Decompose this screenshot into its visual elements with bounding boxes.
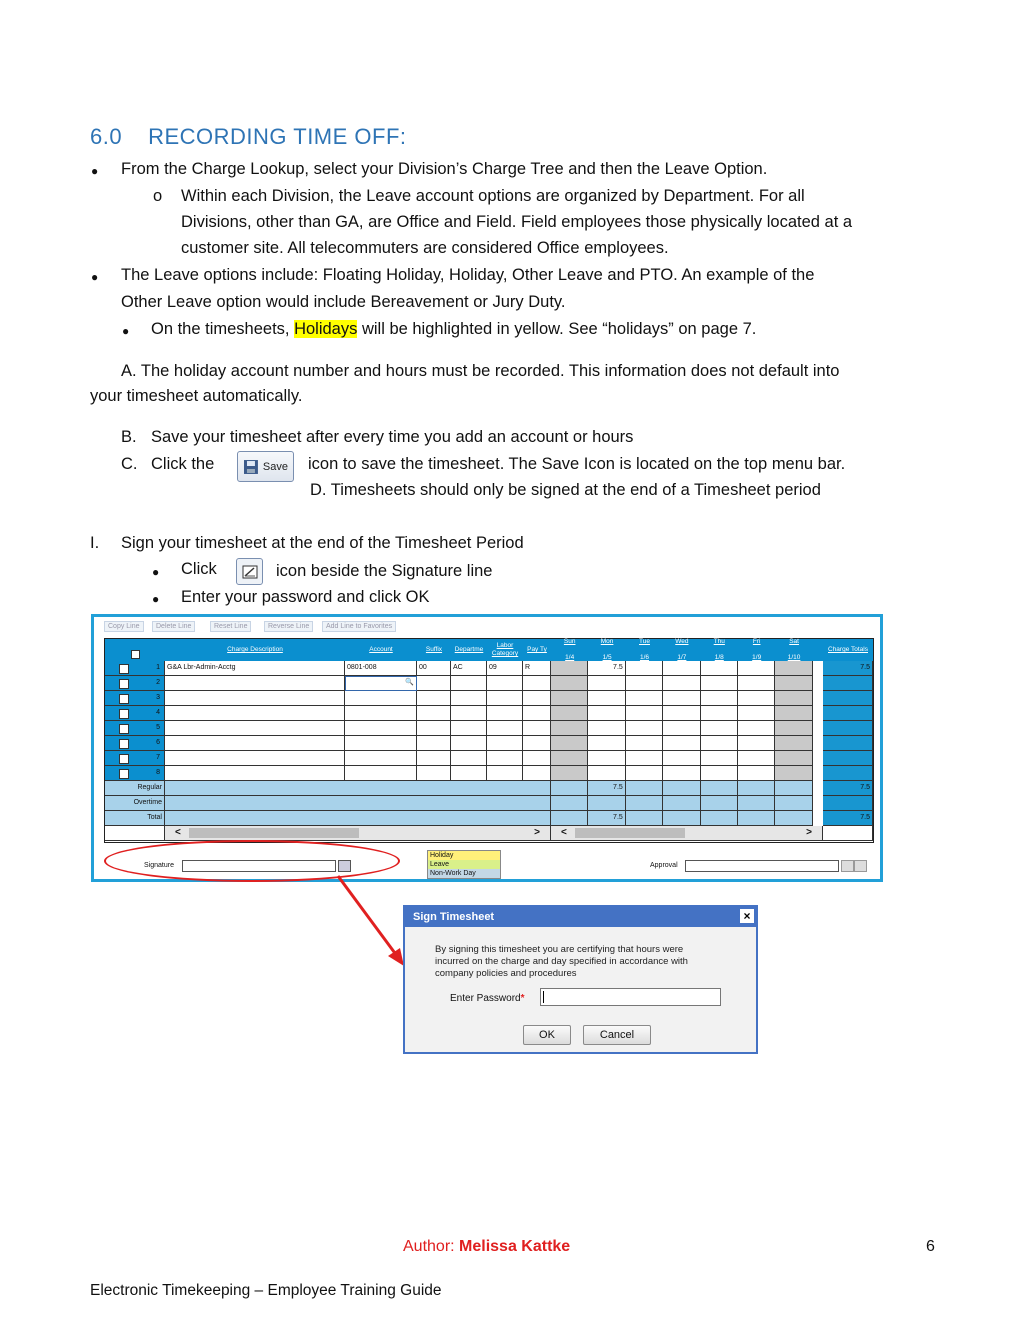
- step-i-text: Sign your timesheet at the end of the Timesheet Period: [121, 534, 524, 552]
- reset-line-button[interactable]: Reset Line: [210, 621, 251, 632]
- day-cell[interactable]: [738, 736, 775, 751]
- header-day-mon: [588, 639, 625, 661]
- summary-day-cell: [663, 781, 700, 796]
- row-checkbox[interactable]: [119, 679, 129, 689]
- day-cell[interactable]: [551, 691, 588, 706]
- password-input[interactable]: [540, 988, 721, 1006]
- timesheet-screenshot: [91, 614, 883, 882]
- select-all-checkbox[interactable]: [131, 650, 140, 659]
- day-cell[interactable]: [775, 766, 812, 781]
- row-cell[interactable]: [345, 766, 417, 781]
- row-cell[interactable]: [417, 691, 451, 706]
- add-favorites-button[interactable]: Add Line to Favorites: [322, 621, 396, 632]
- scroll-thumb[interactable]: [575, 828, 685, 838]
- row-total-cell: 7.5: [823, 661, 873, 676]
- row-cell[interactable]: [451, 751, 487, 766]
- summary-day-cell: [775, 796, 812, 811]
- search-icon[interactable]: 🔍: [405, 679, 414, 686]
- day-cell[interactable]: [738, 721, 775, 736]
- row-cell[interactable]: [523, 751, 551, 766]
- day-cell[interactable]: [701, 661, 738, 676]
- day-cell[interactable]: [588, 706, 625, 721]
- day-cell[interactable]: [738, 676, 775, 691]
- password-label-wrap: [450, 993, 525, 1004]
- header-day-tue: [626, 639, 663, 661]
- bullet-dot-icon: ●: [91, 164, 99, 178]
- summary-day-cell: [551, 781, 588, 796]
- row-cell[interactable]: [417, 751, 451, 766]
- step-b-letter: B.: [121, 428, 137, 446]
- holidays-highlight: Holidays: [294, 320, 358, 338]
- row-cell[interactable]: [487, 736, 523, 751]
- row-checkbox[interactable]: [119, 694, 129, 704]
- para-a-line-1: A. The holiday account number and hours must be recorded. This information does not default into: [121, 362, 840, 380]
- day-cell[interactable]: [588, 751, 625, 766]
- ok-button[interactable]: OK: [523, 1025, 571, 1045]
- header-day-thu: [701, 639, 738, 661]
- day-cell[interactable]: [775, 691, 812, 706]
- row-cell[interactable]: 0801-008: [345, 661, 417, 676]
- day-cell[interactable]: [775, 706, 812, 721]
- header-suffix[interactable]: Suffix: [425, 646, 443, 653]
- legend-nonwork: Non-Work Day: [428, 869, 500, 878]
- step-c-text-after: icon to save the timesheet. The Save Icon is located on the top menu bar.: [308, 455, 846, 473]
- day-cell[interactable]: [701, 691, 738, 706]
- row-select-cell: [105, 736, 165, 751]
- row-cell[interactable]: [165, 691, 345, 706]
- day-date: 1/5: [602, 654, 612, 661]
- header-labor-category[interactable]: Labor Category: [491, 642, 519, 657]
- reverse-line-button[interactable]: Reverse Line: [264, 621, 313, 632]
- day-cell[interactable]: [663, 676, 700, 691]
- summary-filler: [165, 781, 551, 796]
- delete-line-button[interactable]: Delete Line: [152, 621, 195, 632]
- day-cell[interactable]: [588, 676, 625, 691]
- header-day-fri: [738, 639, 775, 661]
- row-cell[interactable]: [487, 691, 523, 706]
- row-select-cell: [105, 721, 165, 736]
- row-cell[interactable]: [523, 676, 551, 691]
- header-charge-totals: Charge Totals: [828, 646, 868, 653]
- row-cell[interactable]: [523, 721, 551, 736]
- day-name: Sun: [563, 638, 576, 645]
- inner-bullet-text: On the timesheets,: [151, 320, 295, 338]
- row-cell[interactable]: [451, 736, 487, 751]
- row-cell[interactable]: [487, 766, 523, 781]
- author-label: Author:: [403, 1238, 460, 1255]
- day-cell[interactable]: [775, 751, 812, 766]
- scroll-left-arrow-icon[interactable]: <: [175, 827, 181, 838]
- row-total-cell: [823, 676, 873, 691]
- scroll-thumb[interactable]: [189, 828, 359, 838]
- row-total-cell: [823, 736, 873, 751]
- inner-bullet-holidays: [151, 316, 756, 342]
- day-cell[interactable]: [775, 721, 812, 736]
- footer-author: [403, 1238, 570, 1256]
- section-heading: [90, 124, 407, 150]
- row-cell[interactable]: [165, 676, 345, 691]
- legend-leave: Leave: [428, 860, 500, 869]
- day-cell[interactable]: [588, 691, 625, 706]
- scroll-spacer: [105, 826, 165, 841]
- step-c-text: Click the: [151, 455, 215, 473]
- row-cell[interactable]: [451, 721, 487, 736]
- row-cell[interactable]: [165, 706, 345, 721]
- day-cell[interactable]: [551, 736, 588, 751]
- day-cell[interactable]: [738, 706, 775, 721]
- day-cell[interactable]: [626, 706, 663, 721]
- sub-bullet-marker: o: [153, 187, 163, 205]
- day-date: 1/8: [714, 654, 724, 661]
- day-cell[interactable]: 7.5: [588, 661, 625, 676]
- bullet-leave-options-cont: Other Leave option would include Bereavement or Jury Duty.: [121, 293, 566, 311]
- day-cell[interactable]: [738, 691, 775, 706]
- row-cell[interactable]: [345, 736, 417, 751]
- step-b-text: Save your timesheet after every time you add an account or hours: [151, 428, 634, 446]
- row-total-cell: [823, 706, 873, 721]
- summary-label: Regular: [105, 781, 165, 796]
- day-cell[interactable]: [701, 721, 738, 736]
- row-cell[interactable]: [487, 676, 523, 691]
- day-cell[interactable]: [551, 661, 588, 676]
- required-mark: *: [520, 993, 525, 1004]
- day-date: 1/9: [752, 654, 762, 661]
- row-cell[interactable]: [451, 706, 487, 721]
- timesheet-grid: [104, 638, 874, 843]
- row-checkbox[interactable]: [119, 709, 129, 719]
- day-cell[interactable]: [663, 661, 700, 676]
- row-select-cell: [105, 706, 165, 721]
- row-cell[interactable]: [451, 676, 487, 691]
- row-cell[interactable]: AC: [451, 661, 487, 676]
- summary-total-cell: 7.5: [823, 781, 873, 796]
- row-checkbox[interactable]: [119, 769, 129, 779]
- day-cell[interactable]: [551, 676, 588, 691]
- row-select-cell: [105, 766, 165, 781]
- summary-day-cell: [663, 796, 700, 811]
- summary-day-cell: [738, 796, 775, 811]
- dialog-message-line-1: By signing this timesheet you are certifying that hours were: [435, 944, 684, 955]
- summary-day-cell: [626, 781, 663, 796]
- row-checkbox[interactable]: [119, 664, 129, 674]
- day-cell[interactable]: [588, 766, 625, 781]
- row-total-cell: [823, 751, 873, 766]
- day-cell[interactable]: [551, 721, 588, 736]
- summary-day-cell: [551, 796, 588, 811]
- row-cell[interactable]: [417, 721, 451, 736]
- text-cursor: [543, 991, 544, 1003]
- day-cell[interactable]: [626, 721, 663, 736]
- bullet-dot-icon: ●: [122, 324, 130, 338]
- day-cell[interactable]: [701, 676, 738, 691]
- header-day-sun: [551, 639, 588, 661]
- summary-day-cell: 7.5: [588, 781, 625, 796]
- row-checkbox[interactable]: [119, 724, 129, 734]
- row-total-cell: [823, 691, 873, 706]
- password-label: Enter Password: [450, 993, 521, 1004]
- summary-filler: [165, 796, 551, 811]
- header-day-sat: [775, 639, 812, 661]
- sign-timesheet-dialog: [403, 905, 758, 1054]
- row-cell[interactable]: [523, 766, 551, 781]
- approval-icon[interactable]: [841, 860, 854, 872]
- row-number: 2: [156, 679, 160, 686]
- row-select-cell: [105, 691, 165, 706]
- summary-day-cell: [775, 811, 812, 826]
- day-date: 1/6: [639, 654, 650, 661]
- summary-day-cell: [738, 781, 775, 796]
- day-name: Thu: [713, 638, 725, 645]
- section-title: RECORDING TIME OFF:: [148, 124, 407, 149]
- summary-day-cell: [588, 796, 625, 811]
- step-d: D. Timesheets should only be signed at the end of a Timesheet period: [310, 481, 821, 499]
- save-button[interactable]: [237, 451, 294, 482]
- row-select-cell: [105, 751, 165, 766]
- dialog-title: Sign Timesheet: [405, 907, 756, 927]
- row-number: 1: [156, 664, 160, 671]
- day-cell[interactable]: [663, 766, 700, 781]
- dialog-close-icon[interactable]: ×: [740, 909, 754, 923]
- day-cell[interactable]: [588, 736, 625, 751]
- day-date: 1/4: [565, 654, 575, 661]
- row-total-cell: [823, 721, 873, 736]
- row-cell[interactable]: [417, 676, 451, 691]
- sign-button[interactable]: [236, 558, 263, 585]
- approval-label: Approval: [650, 862, 678, 869]
- horizontal-scrollbar-left[interactable]: [165, 826, 551, 841]
- floppy-disk-icon: [243, 459, 259, 475]
- legend-holiday: Holiday: [428, 851, 500, 860]
- row-cell[interactable]: [487, 721, 523, 736]
- row-number: 7: [156, 754, 160, 761]
- summary-day-cell: [775, 781, 812, 796]
- summary-day-cell: [626, 811, 663, 826]
- summary-label: Total: [105, 811, 165, 826]
- day-cell[interactable]: [738, 766, 775, 781]
- row-cell[interactable]: [345, 706, 417, 721]
- section-number: 6.0: [90, 124, 123, 149]
- day-cell[interactable]: [701, 751, 738, 766]
- day-cell[interactable]: [701, 736, 738, 751]
- day-name: Mon: [600, 638, 614, 645]
- summary-day-cell: [626, 796, 663, 811]
- day-cell[interactable]: [551, 751, 588, 766]
- header-charge-description[interactable]: Charge Description: [227, 646, 283, 653]
- summary-day-cell: [701, 811, 738, 826]
- day-name: Tue: [639, 638, 650, 645]
- day-cell[interactable]: [626, 736, 663, 751]
- row-cell[interactable]: [451, 691, 487, 706]
- row-checkbox[interactable]: [119, 754, 129, 764]
- row-cell[interactable]: 09: [487, 661, 523, 676]
- header-account[interactable]: Account: [369, 646, 393, 653]
- header-day-wed: [663, 639, 700, 661]
- inner-bullet-text-after: will be highlighted in yellow. See “holidays” on page 7.: [357, 320, 757, 338]
- day-cell[interactable]: [588, 721, 625, 736]
- day-cell[interactable]: [626, 661, 663, 676]
- day-cell[interactable]: [701, 706, 738, 721]
- summary-day-cell: [551, 811, 588, 826]
- copy-line-button[interactable]: Copy Line: [104, 621, 144, 632]
- legend-box: [427, 850, 501, 879]
- row-number: 4: [156, 709, 160, 716]
- day-cell[interactable]: [738, 661, 775, 676]
- row-cell[interactable]: [345, 691, 417, 706]
- cancel-button[interactable]: Cancel: [583, 1025, 651, 1045]
- scroll-right-arrow-icon[interactable]: >: [534, 827, 540, 838]
- sign-bullet-click-after: icon beside the Signature line: [276, 562, 493, 580]
- row-total-cell: [823, 766, 873, 781]
- row-cell[interactable]: [523, 736, 551, 751]
- header-department[interactable]: Departme: [454, 646, 484, 653]
- day-cell[interactable]: [626, 766, 663, 781]
- bullet-dot-icon: ●: [152, 592, 160, 606]
- row-cell[interactable]: [345, 751, 417, 766]
- select-all-checkbox-cell: [105, 639, 165, 661]
- step-i-numeral: I.: [90, 534, 100, 552]
- row-cell[interactable]: [487, 706, 523, 721]
- row-cell[interactable]: [417, 736, 451, 751]
- row-number: 8: [156, 769, 160, 776]
- approval-field[interactable]: [685, 860, 839, 872]
- dialog-message-line-2: incurred on the charge and day specified in accordance with: [435, 956, 688, 967]
- day-cell[interactable]: [663, 736, 700, 751]
- sign-pen-icon: [242, 565, 258, 579]
- summary-day-cell: [738, 811, 775, 826]
- day-name: Sat: [789, 638, 799, 645]
- row-select-cell: [105, 676, 165, 691]
- day-cell[interactable]: [663, 721, 700, 736]
- row-cell[interactable]: [451, 766, 487, 781]
- header-pay-type[interactable]: Pay Ty: [527, 646, 547, 653]
- summary-day-cell: [701, 781, 738, 796]
- row-cell[interactable]: [165, 736, 345, 751]
- row-cell[interactable]: [165, 751, 345, 766]
- bullet-dot-icon: ●: [152, 565, 160, 579]
- para-a-line-2: your timesheet automatically.: [90, 387, 303, 405]
- row-cell[interactable]: [523, 706, 551, 721]
- scroll-right-arrow-icon[interactable]: >: [806, 827, 812, 838]
- approval-icon-2[interactable]: [854, 860, 867, 872]
- row-cell[interactable]: [345, 676, 417, 691]
- signature-label: Signature: [144, 862, 174, 869]
- day-cell[interactable]: [551, 706, 588, 721]
- day-date: 1/10: [787, 654, 801, 661]
- row-cell[interactable]: R: [523, 661, 551, 676]
- summary-filler: [165, 811, 551, 826]
- summary-day-cell: [663, 811, 700, 826]
- row-cell[interactable]: G&A Lbr-Admin-Acctg: [165, 661, 345, 676]
- summary-total-cell: [823, 796, 873, 811]
- day-cell[interactable]: [775, 661, 812, 676]
- row-cell[interactable]: [417, 706, 451, 721]
- day-cell[interactable]: [663, 751, 700, 766]
- day-cell[interactable]: [663, 691, 700, 706]
- summary-label: Overtime: [105, 796, 165, 811]
- day-cell[interactable]: [663, 706, 700, 721]
- row-cell[interactable]: 00: [417, 661, 451, 676]
- scroll-spacer-right: [823, 826, 873, 841]
- day-cell[interactable]: [626, 676, 663, 691]
- bullet-leave-options: The Leave options include: Floating Holiday, Holiday, Other Leave and PTO. An example of the: [121, 266, 815, 284]
- dialog-message-line-3: company policies and procedures: [435, 968, 577, 979]
- dialog-message: [435, 944, 688, 980]
- step-c-letter: C.: [121, 455, 138, 473]
- day-cell[interactable]: [738, 751, 775, 766]
- day-cell[interactable]: [775, 676, 812, 691]
- day-name: Fri: [752, 638, 761, 645]
- summary-day-cell: [701, 796, 738, 811]
- row-cell[interactable]: [345, 721, 417, 736]
- row-select-cell: [105, 661, 165, 676]
- sign-bullet-click: Click: [181, 560, 217, 578]
- day-cell[interactable]: [626, 751, 663, 766]
- bullet-dot-icon: ●: [91, 270, 99, 284]
- guide-title: Electronic Timekeeping – Employee Training Guide: [90, 1282, 442, 1299]
- row-number: 3: [156, 694, 160, 701]
- row-number: 6: [156, 739, 160, 746]
- author-name: Melissa Kattke: [459, 1238, 571, 1255]
- day-cell[interactable]: [775, 736, 812, 751]
- day-cell[interactable]: [626, 691, 663, 706]
- row-cell[interactable]: [417, 766, 451, 781]
- row-checkbox[interactable]: [119, 739, 129, 749]
- row-cell[interactable]: [165, 721, 345, 736]
- sign-bullet-enter: Enter your password and click OK: [181, 588, 430, 606]
- day-cell[interactable]: [551, 766, 588, 781]
- summary-day-cell: 7.5: [588, 811, 625, 826]
- save-button-label: Save: [262, 460, 288, 473]
- sub-bullet-line-2: Divisions, other than GA, are Office and Field. Field employees those physically located at a: [181, 213, 853, 231]
- horizontal-scrollbar-right[interactable]: [551, 826, 823, 841]
- sub-bullet-line-1: Within each Division, the Leave account options are organized by Department. For all: [181, 187, 805, 205]
- scroll-left-arrow-icon[interactable]: <: [561, 827, 567, 838]
- summary-total-cell: 7.5: [823, 811, 873, 826]
- day-cell[interactable]: [701, 766, 738, 781]
- page-number: 6: [926, 1238, 935, 1255]
- day-date: 1/7: [677, 654, 687, 661]
- row-cell[interactable]: [523, 691, 551, 706]
- row-cell[interactable]: [165, 766, 345, 781]
- sub-bullet-line-3: customer site. All telecommuters are considered Office employees.: [181, 239, 669, 257]
- day-name: Wed: [675, 638, 689, 645]
- row-number: 5: [156, 724, 160, 731]
- row-cell[interactable]: [487, 751, 523, 766]
- bullet-charge-lookup: From the Charge Lookup, select your Division’s Charge Tree and then the Leave Option.: [121, 160, 768, 178]
